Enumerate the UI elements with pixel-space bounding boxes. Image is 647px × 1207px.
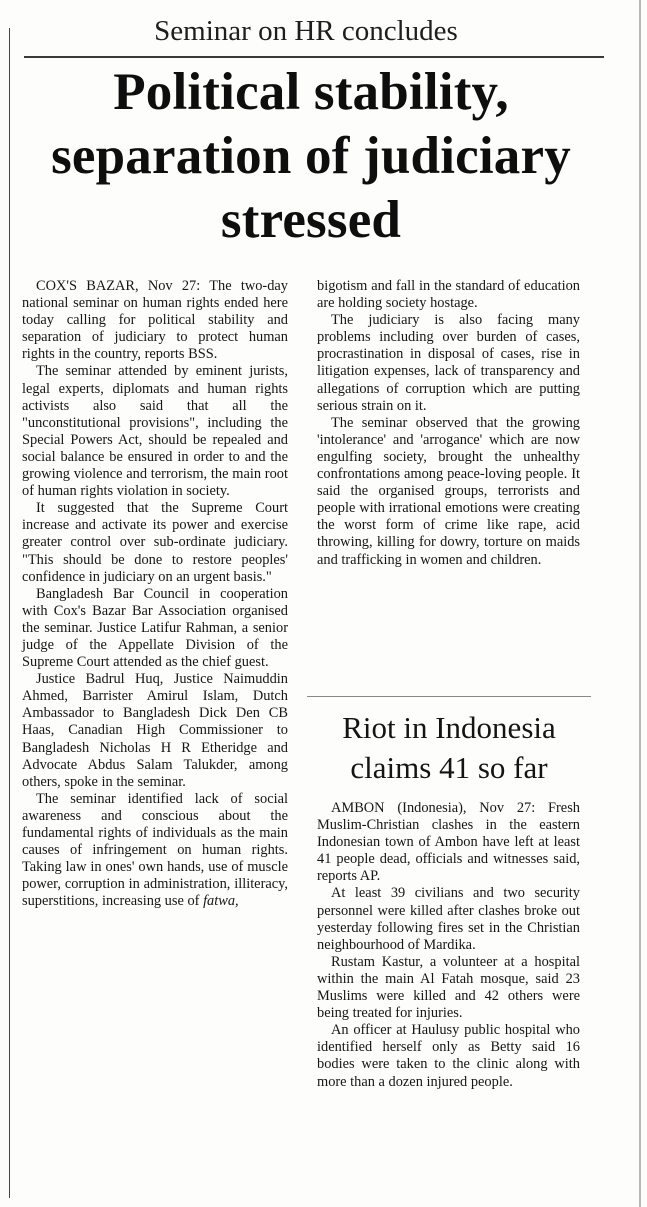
paragraph-3: It suggested that the Supreme Court increase and activate its power and exercise greater control over sub-ordinate judiciary. "This should be done to restore peoples' confidence in judiciary on an urgent basis." — [22, 500, 288, 585]
paragraph-1: COX'S BAZAR, Nov 27: The two-day national seminar on human rights ended here today calling for political stability and separation of judiciary to protect human rights in the country, reports BSS. — [22, 278, 288, 363]
second-paragraph-1: AMBON (Indonesia), Nov 27: Fresh Muslim-Christian clashes in the eastern Indonesian town of Ambon have left at least 41 people dead, officials and witnesses said, reports AP. — [317, 800, 580, 885]
paragraph-2: The seminar attended by eminent jurists, legal experts, diplomats and human rights activists also said that all the "unconstitutional provisions", including the Special Powers Act, should be repealed and social balance be ensured in order to and the growing violence and terrorism, the main root of human rights violation in society. — [22, 363, 288, 500]
article-column-right — [317, 278, 580, 569]
article-column-left — [22, 278, 288, 910]
paragraph-7: The judiciary is also facing many problems including over burden of cases, procrastination in disposal of cases, rise in litigation expenses, lack of transparency and allegations of corruption which are putting serious strain on it. — [317, 312, 580, 414]
article-headline: Political stability, separation of judiciary stressed — [51, 63, 571, 249]
column-rule-left — [9, 28, 10, 1198]
second-paragraph-2: At least 39 civilians and two security personnel were killed after clashes broke out yesterday following fires set in the Christian neighbourhood of Mardika. — [317, 885, 580, 953]
page-edge-rule — [639, 0, 641, 1207]
article-kicker: Seminar on HR concludes — [154, 15, 458, 47]
paragraph-5: Justice Badrul Huq, Justice Naimuddin Ahmed, Barrister Amirul Islam, Dutch Ambassador to Bangladesh Dick Den CB Haas, Canadian High Commissioner to Bangladesh Nicholas H R Etheridge and Advocate Abdus Salam Talukder, among others, spoke in the seminar. — [22, 671, 288, 790]
paragraph-4: Bangladesh Bar Council in cooperation with Cox's Bazar Bar Association organised the seminar. Justice Latifur Rahman, a senior judge of the Appellate Division of the Supreme Court attended as the chief guest. — [22, 585, 288, 671]
second-article-headline: Riot in Indonesia claims 41 so far — [342, 710, 556, 785]
paragraph-6-text: The seminar identified lack of social awareness and conscious about the fundamental rights of individuals as the main causes of infringement on human rights. Taking law in ones' own hands, use of muscle power, corruption in administration, illiteracy, superstitions, increasing use of — [22, 790, 288, 910]
paragraph-continuation: bigotism and fall in the standard of education are holding society hostage. — [317, 278, 580, 312]
second-article-body — [317, 800, 580, 1091]
fatwa-italic: fatwa, — [203, 893, 239, 910]
second-article-divider — [307, 696, 591, 697]
second-paragraph-3: Rustam Kastur, a volunteer at a hospital within the main Al Fatah mosque, said 23 Muslims were killed and 42 others were being treated for injuries. — [317, 953, 580, 1022]
paragraph-8: The seminar observed that the growing 'intolerance' and 'arrogance' which are now engulfing society, brought the unhealthy confrontations among peace-loving people. It said the organised groups, terrorists and people with irrational emotions were creating the worst form of crime like rape, acid throwing, killing for dowry, torture on maids and trafficking in women and children. — [317, 414, 580, 568]
paragraph-6 — [22, 791, 288, 911]
second-paragraph-4: An officer at Haulusy public hospital who identified herself only as Betty said 16 bodies were taken to the clinic along with more than a dozen injured people. — [317, 1022, 580, 1090]
kicker-divider — [24, 56, 604, 58]
